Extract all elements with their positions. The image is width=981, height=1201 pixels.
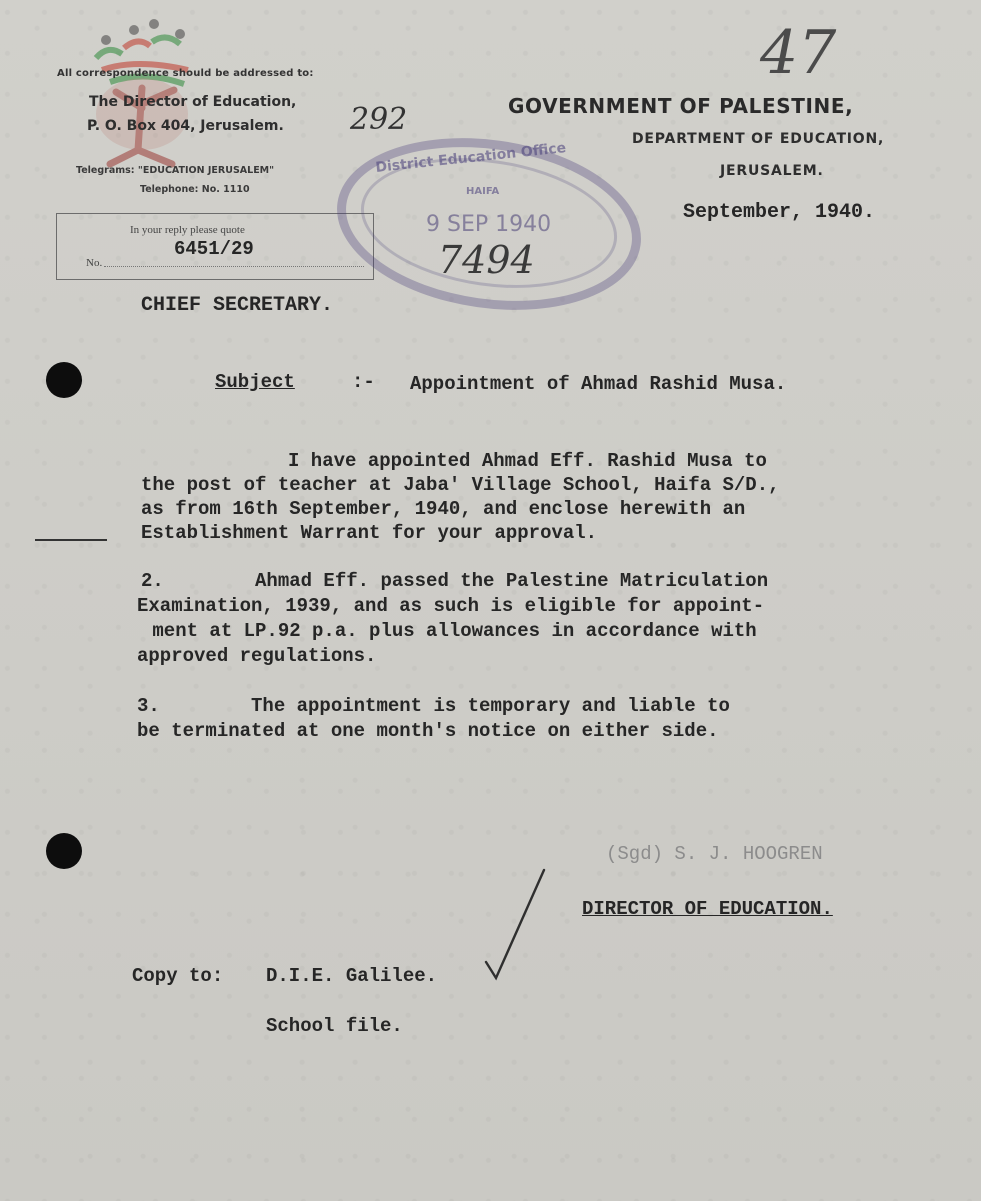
addressee: CHIEF SECRETARY. <box>141 294 334 317</box>
archive-watermark-logo <box>88 18 208 168</box>
signature-title: DIRECTOR OF EDUCATION. <box>582 898 833 920</box>
reference-dotted-line <box>104 266 364 267</box>
telegrams-line: Telegrams: "EDUCATION JERUSALEM" <box>76 165 275 176</box>
government-heading: GOVERNMENT OF PALESTINE, <box>508 94 854 118</box>
address-line-2: P. O. Box 404, Jerusalem. <box>87 118 284 134</box>
stamp-date-text: 9 SEP 1940 <box>426 212 552 237</box>
stamp-place-text: HAIFA <box>466 186 500 197</box>
copy-to-recipient-1: D.I.E. Galilee. <box>266 965 438 987</box>
reference-number: 6451/29 <box>174 238 254 260</box>
handwritten-stamp-number: 7494 <box>438 238 535 282</box>
punch-hole-top <box>46 362 82 398</box>
subject-separator: :- <box>352 371 375 393</box>
paragraph-1-line-4: Establishment Warrant for your approval. <box>141 522 598 544</box>
paragraph-2-line-3: ment at LP.92 p.a. plus allowances in accordance with <box>141 620 757 642</box>
paragraph-1-line-1: I have appointed Ahmad Eff. Rashid Musa to <box>288 450 767 472</box>
margin-fold-mark <box>35 539 107 541</box>
paragraph-1-line-3: as from 16th September, 1940, and enclose herewith an <box>141 498 746 520</box>
reply-note: In your reply please quote <box>130 224 245 236</box>
handwritten-page-number: 47 <box>760 18 837 88</box>
address-line-1: The Director of Education, <box>89 94 297 110</box>
paragraph-3-line-2: be terminated at one month's notice on either side. <box>137 720 719 742</box>
signature-signed: (Sgd) S. J. HOOGREN <box>606 843 823 865</box>
paragraph-2-line-1: 2. Ahmad Eff. passed the Palestine Matriculation <box>141 570 769 592</box>
punch-hole-bottom <box>46 833 82 869</box>
handwritten-margin-number: 292 <box>350 102 408 137</box>
city-heading: JERUSALEM. <box>720 163 824 179</box>
paragraph-2-line-4: approved regulations. <box>137 645 377 667</box>
paragraph-2-line-2: Examination, 1939, and as such is eligible for appoint- <box>137 595 765 617</box>
reference-label: No. <box>86 257 103 269</box>
paragraph-1-line-2: the post of teacher at Jaba' Village School, Haifa S/D., <box>141 474 780 496</box>
paragraph-3-line-1: 3. The appointment is temporary and liable to <box>137 695 730 717</box>
department-heading: DEPARTMENT OF EDUCATION, <box>632 131 885 147</box>
subject-text: Appointment of Ahmad Rashid Musa. <box>410 373 787 395</box>
letter-date: September, 1940. <box>683 201 876 224</box>
stamp-office-text: District Education Office <box>374 140 567 176</box>
correspondence-note: All correspondence should be addressed to: <box>57 68 314 79</box>
copy-to-label: Copy to: <box>132 965 224 987</box>
handwritten-check-mark <box>482 866 548 986</box>
telephone-line: Telephone: No. 1110 <box>140 184 250 195</box>
copy-to-recipient-2: School file. <box>266 1015 403 1037</box>
subject-label: Subject <box>215 371 295 393</box>
